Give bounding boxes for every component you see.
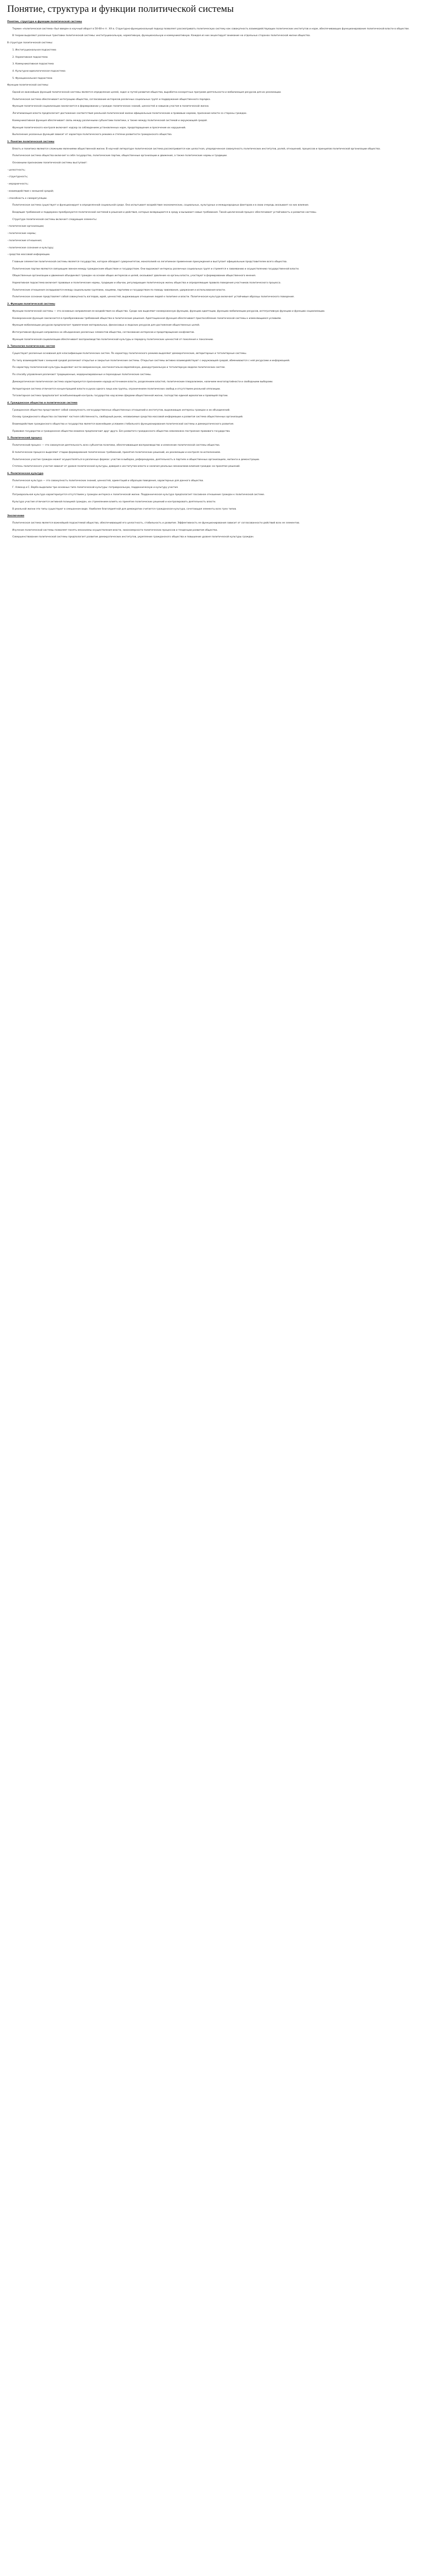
paragraph: Политическая система общества включает в себя государство, политические партии, общественные организации и движения, а также политические нормы и традиции. (12, 155, 228, 158)
paragraph: 5. Функциональная подсистема (12, 77, 53, 80)
paragraph: - политические нормы; (7, 232, 36, 235)
paragraph: Культура участия отличается активной позицией граждан, их стремлением влиять на принятие политических решений и контролировать деятельность власти. (12, 500, 216, 503)
paragraph: Политическая культура — это совокупность политических знаний, ценностей, ориентаций и образцов поведения, характерных для данного общества. (12, 479, 204, 482)
paragraph: По способу управления различают традиционные, модернизированные и переходные политические системы. (12, 374, 152, 377)
paragraph: Политическая система является важнейшей подсистемой общества, обеспечивающей его целостность, стабильность и развитие. Эффективность ее функционирования зависит от согласованности действий всех ее элементов. (12, 521, 300, 524)
paragraph: Демократическая политическая система характеризуется признанием народа источником власти, разделением властей, политическим плюрализмом, наличием многопартийности и свободными выборами. (12, 380, 273, 383)
paragraph: - политические отношения; (7, 239, 42, 242)
paragraph: Гражданское общество представляет собой совокупность негосударственных общественных отношений и институтов, выражающих интересы граждан и их объединений. (12, 409, 231, 412)
paragraph: В политическом процессе выделяют стадии формирования политических требований, принятия политических решений, их реализации и контроля за исполнением. (12, 451, 221, 454)
paragraph: 3. Коммуникативная подсистема (12, 63, 54, 66)
paragraph: Входящие требования и поддержка преобразуются политической системой в решения и действия, которые возвращаются в среду и вызывают новые требования. Такой циклический процесс обеспечивает устойчивость и развитие системы. (12, 211, 317, 214)
paragraph: Патриархальная культура характеризуется отсутствием у граждан интереса к политической жизни. Подданническая культура предполагает пассивное отношение граждан к политической системе. (12, 494, 265, 497)
paragraph: Степень политического участия зависит от уровня политической культуры, доверия к институтам власти и наличия реальных механизмов влияния граждан на принятие решений. (12, 465, 240, 468)
paragraph: - взаимодействие с внешней средой; (7, 190, 54, 193)
paragraph: Авторитарная система отличается концентрацией власти в руках одного лица или группы, ограничением политических свобод и отсутствием реальной оппозиции. (12, 387, 221, 391)
paragraph: Интегративная функция направлена на объединение различных элементов общества, согласование интересов и предотвращение конфликтов. (12, 331, 195, 334)
paragraph: - способность к саморегуляции. (7, 197, 47, 200)
paragraph: Взаимодействие гражданского общества и государства является важнейшим условием стабильного функционирования политической системы и демократического развития. (12, 423, 234, 426)
paragraph: Г. Алмонд и С. Верба выделили три основных типа политической культуры: патриархальную, подданническую и культуру участия. (12, 486, 179, 489)
paragraph: Функция политической социализации заключается в формировании у граждан политических знаний, ценностей и навыков участия в политической жизни. (12, 105, 210, 108)
paragraph: Функции политической системы: (7, 84, 49, 87)
paragraph: Нормативная подсистема включает правовые и политические нормы, традиции и обычаи, регулирующие политическую жизнь общества и определяющие правила поведения участников политического процесса. (12, 282, 281, 285)
section-heading: 2. Функции политической системы (7, 303, 56, 306)
paragraph: 4. Культурно-идеологическая подсистема (12, 70, 65, 73)
article-body (7, 21, 429, 539)
section-heading: Заключение (7, 515, 25, 518)
section-heading: Понятие, структура и функции политической системы (7, 21, 82, 23)
paragraph: Термин «политическая система» был введен в научный оборот в 50-60-е гг. XX в. Структурно-функциональный подход позволяет рассматривать политическую систему как совокупность взаимодействующих политических институтов и норм, обеспечивающих функционирование политической власти в обществе. (12, 27, 410, 30)
paragraph: 1. Институциональная подсистема (12, 48, 57, 52)
paragraph: Легитимизация власти предполагает достижение соответствия реальной политической жизни официальным политическим и правовым нормам, признание власти со стороны граждан. (12, 112, 247, 115)
section-heading: 5. Политический процесс (7, 437, 42, 440)
paragraph: Политическое участие граждан может осуществляться в различных формах: участие в выборах, референдумах, деятельность в партиях и общественных организациях, митинги и демонстрации. (12, 458, 260, 461)
paragraph: Политический процесс — это совокупная деятельность всех субъектов политики, обеспечивающая воспроизводство и изменение политической системы общества. (12, 444, 220, 447)
paragraph: - политические организации; (7, 225, 44, 228)
paragraph: Коммуникативная функция обеспечивает связь между различными субъектами политики, а также между политической системой и окружающей средой. (12, 119, 207, 122)
section-heading: 4. Гражданское общество и политическая система (7, 401, 78, 404)
paragraph: Основу гражданского общества составляют частная собственность, свободный рынок, независимые средства массовой информации и развитая система общественных организаций. (12, 416, 243, 419)
paragraph: - политическое сознание и культуру; (7, 246, 54, 249)
paragraph: В реальной жизни эти типы существуют в смешанном виде. Наиболее благоприятной для демократии считается гражданская культура, сочетающая элементы всех трех типов. (12, 507, 237, 511)
paragraph: - иерархичность; (7, 183, 29, 186)
section-heading: 3. Типология политических систем (7, 345, 55, 348)
paragraph: Правовое государство и гражданское общество взаимно предполагают друг друга. Без развитого гражданского общества невозможно построение правового государства. (12, 430, 231, 433)
paragraph: Совершенствование политической системы предполагает развитие демократических институтов, укрепление гражданского общества и повышение уровня политической культуры граждан. (12, 536, 254, 539)
paragraph: Конверсионная функция заключается в преобразовании требований общества в политические решения. Адаптационная функция обеспечивает приспособление политической системы к изменяющимся условиям. (12, 317, 282, 320)
paragraph: - целостность; (7, 168, 26, 172)
paragraph: Основными признаками политической системы выступают: (12, 162, 88, 165)
paragraph: В теории выделяют различные трактовки политической системы: институциональную, нормативную, функциональную и коммуникативную. Каждая из них акцентирует внимание на отдельных сторонах политической жизни общества. (12, 35, 311, 38)
paragraph: Изучение политической системы позволяет понять механизмы осуществления власти, закономерности политических процессов и тенденции развития общества. (12, 529, 218, 532)
paragraph: Главным элементом политической системы является государство, которое обладает суверенитетом, монополией на легитимное применение принуждения и выступает официальным представителем всего общества. (12, 260, 288, 263)
paragraph: Выполнение указанных функций зависит от характера политического режима и степени развитости гражданского общества. (12, 133, 172, 137)
paragraph: Политические отношения складываются между социальными группами, нациями, партиями и государством по поводу завоевания, удержания и использования власти. (12, 289, 226, 292)
paragraph: Политическая система обеспечивает интеграцию общества, согласование интересов различных социальных групп и поддержание общественного порядка. (12, 98, 211, 101)
paragraph: Одной из важнейших функций политической системы является определение целей, задач и путей развития общества, выработка конкретных программ деятельности и мобилизация ресурсов для их реализации. (12, 91, 282, 94)
paragraph: Функции политической системы — это основные направления ее воздействия на общество. Среди них выделяют конверсионную функцию, функцию адаптации, функцию мобилизации ресурсов, интегративную функцию и функцию социализации. (12, 310, 325, 313)
paragraph: Функция политического контроля включает надзор за соблюдением установленных норм, предотвращение и пресечение их нарушений. (12, 126, 186, 129)
paragraph: Политическая система существует и функционирует в определенной социальной среде. Она испытывает воздействие экономических, социальных, культурных и международных факторов и в свою очередь оказывает на них влияние. (12, 204, 309, 207)
paragraph: Тоталитарная система предполагает всеобъемлющий контроль государства над всеми сферами общественной жизни, господство единой идеологии и правящей партии. (12, 395, 229, 398)
paragraph: Общественные организации и движения объединяют граждан на основе общих интересов и целей, оказывают давление на органы власти, участвуют в формировании общественного мнения. (12, 275, 256, 278)
paragraph: - структурность; (7, 176, 28, 179)
paragraph: Функция политической социализации обеспечивает воспроизводство политической культуры и передачу политических ценностей от поколения к поколению. (12, 338, 214, 341)
paragraph: Существуют различные основания для классификации политических систем. По характеру политического режима выделяют демократические, авторитарные и тоталитарные системы. (12, 352, 247, 355)
section-heading: 6. Политическая культура (7, 472, 44, 475)
paragraph: Политические партии являются связующим звеном между гражданским обществом и государством. Они выражают интересы различных социальных групп и стремятся к завоеванию и осуществлению государственной власти. (12, 267, 300, 270)
paragraph: 2. Нормативная подсистема (12, 56, 48, 59)
paragraph: Структура политической системы включает следующие элементы: (12, 218, 97, 221)
paragraph: - средства массовой информации. (7, 253, 50, 257)
section-heading: 1. Понятие политической системы (7, 140, 55, 143)
paragraph: По характеру политической культуры выделяют англо-американскую, континентально-европейскую, доиндустриальную и тоталитарную модели политических систем. (12, 366, 225, 369)
paragraph: Политическое сознание представляет собой совокупность взглядов, идей, ценностей, выражающих отношение людей к политике и власти. Политическая культура включает устойчивые образцы политического поведения. (12, 296, 294, 299)
paragraph: По типу взаимодействия с внешней средой различают открытые и закрытые политические системы. Открытые системы активно взаимодействуют с окружающей средой, обмениваются с ней ресурсами и информацией. (12, 359, 290, 362)
paragraph: Власть и политика являются сложными явлениями общественной жизни. В научной литературе политическая система рассматривается как целостная, упорядоченная совокупность политических институтов, ролей, отношений, процессов и принципов политической организации общества. (12, 147, 381, 150)
page-title: Понятие, структура и функции политической системы (7, 4, 234, 14)
paragraph: В структуре политической системы: (7, 42, 53, 45)
paragraph: Функция мобилизации ресурсов предполагает привлечение материальных, финансовых и людских ресурсов для достижения общественных целей. (12, 324, 200, 327)
